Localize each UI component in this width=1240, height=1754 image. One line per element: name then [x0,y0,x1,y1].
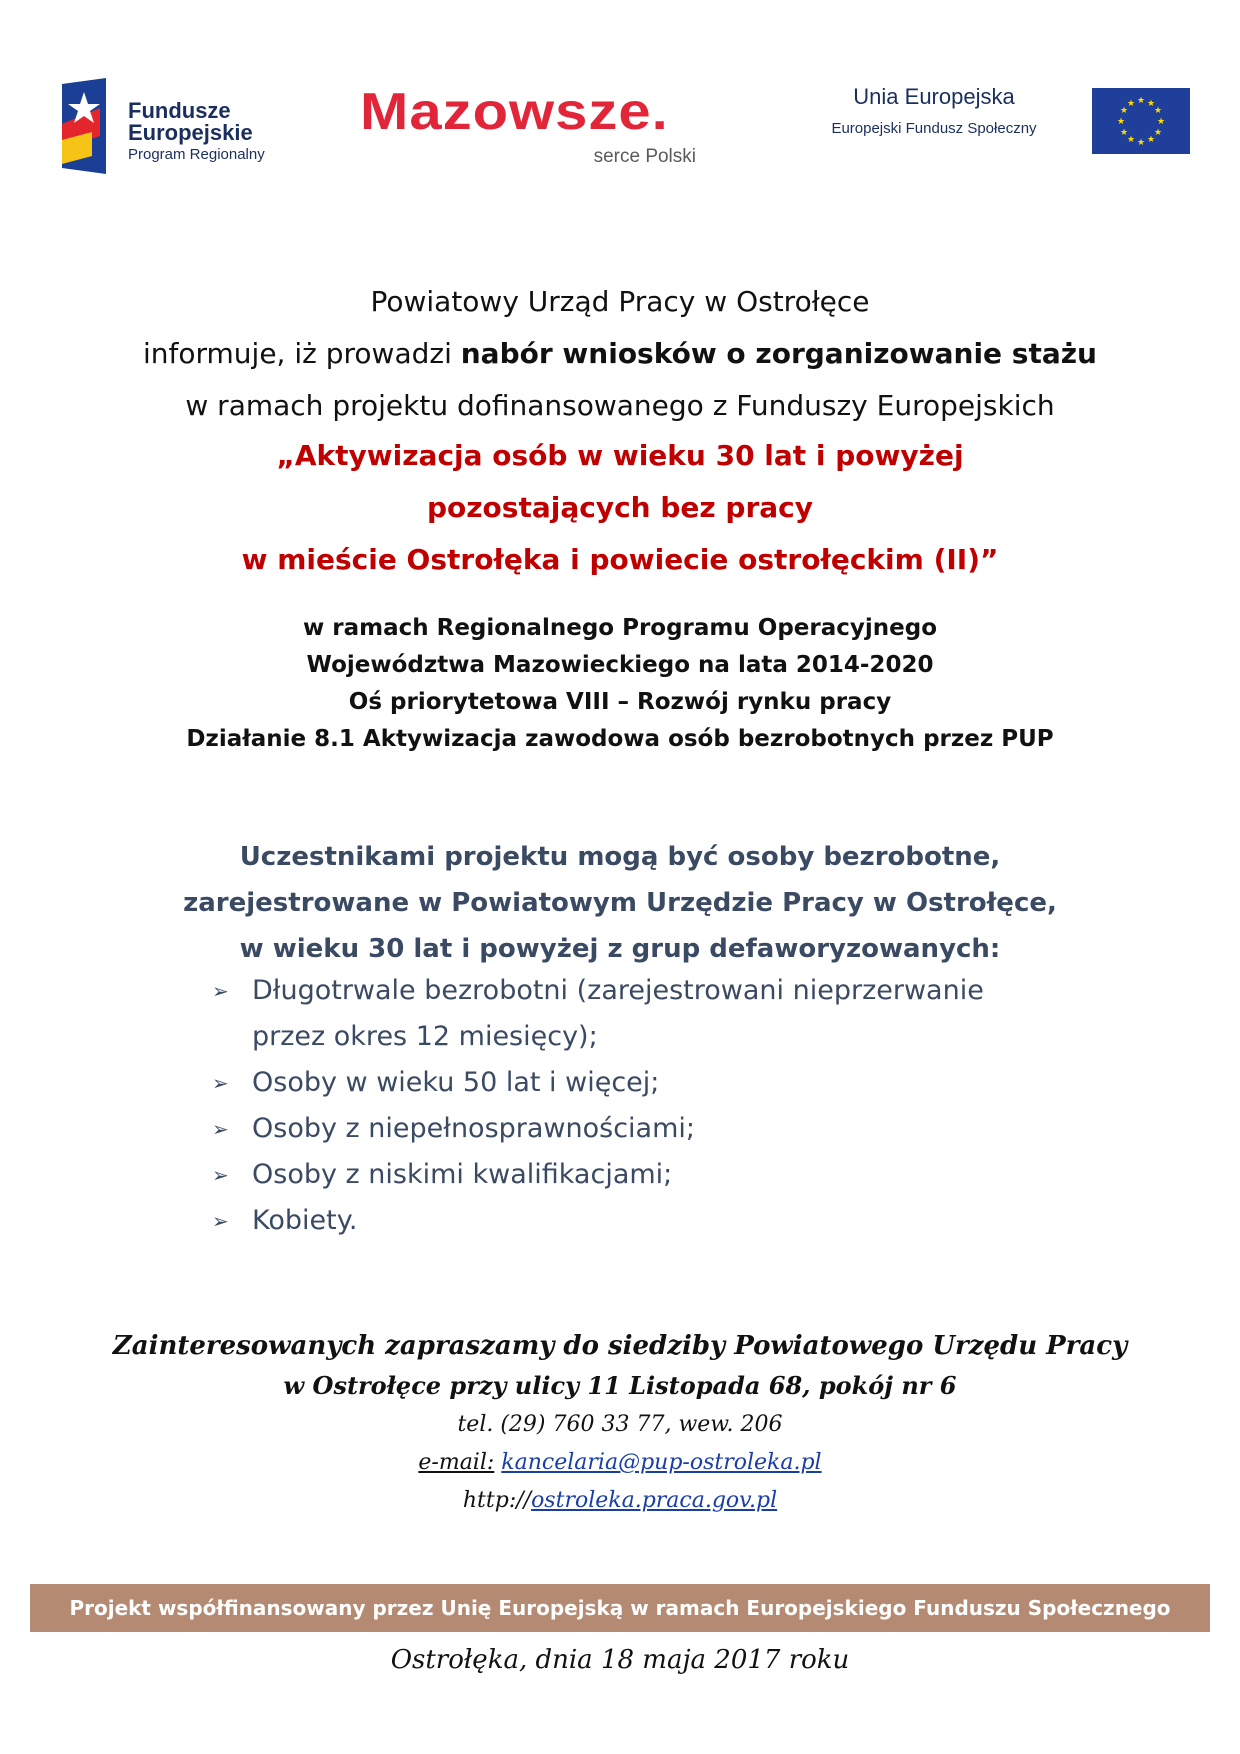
program-line1: w ramach Regionalnego Programu Operacyjnego [302,615,937,641]
participants-heading-line3: w wieku 30 lat i powyżej z grup defaworyzowanych: [239,934,1001,964]
eu-flag-icon [1092,88,1190,154]
phone-line: tel. (29) 760 33 77, wew. 206 [457,1412,783,1437]
address-line: w Ostrołęce przy ulicy 11 Listopada 68, pokój nr 6 [283,1371,957,1400]
svg-text:★: ★ [1156,117,1166,127]
program-block [0,610,1240,758]
project-title [0,430,1240,586]
fe-subtitle: Program Regionalny [128,146,265,163]
email-link[interactable]: kancelaria@pup-ostroleka.pl [501,1450,822,1475]
program-line4: Działanie 8.1 Aktywizacja zawodowa osób bezrobotnych przez PUP [186,726,1054,752]
participants-heading-line1: Uczestnikami projektu mogą być osoby bezrobotne, [239,842,1001,872]
svg-text:★: ★ [1119,106,1129,116]
project-title-line1: „Aktywizacja osób w wieku 30 lat i powyżej [276,439,964,472]
project-funding-line: w ramach projektu dofinansowanego z Funduszy Europejskich [185,389,1055,422]
fundusze-europejskie-logo [60,78,300,178]
list-item-text: Osoby z niskimi kwalifikacjami; [252,1159,673,1190]
cofinancing-band: Projekt współfinansowany przez Unię Europejską w ramach Europejskiego Funduszu Społecznego [30,1584,1210,1632]
program-line2: Województwa Mazowieckiego na lata 2014-2020 [306,652,934,678]
website-link[interactable]: ostroleka.praca.gov.pl [531,1488,778,1513]
ue-title: Unia Europejska [853,84,1015,109]
website-line [0,1482,1240,1520]
unia-europejska-logo [790,84,1180,164]
email-label: e-mail: [418,1450,495,1475]
recruitment-subject: nabór wniosków o zorganizowanie stażu [460,337,1097,370]
email-line [0,1444,1240,1482]
svg-text:★: ★ [1146,99,1156,109]
svg-text:★: ★ [1136,96,1146,106]
fe-title-line2: Europejskie [128,120,253,145]
list-item [212,968,1112,1014]
project-title-line3: w mieście Ostrołęka i powiecie ostrołęckim (II)” [241,543,999,576]
participants-heading-line2: zarejestrowane w Powiatowym Urzędzie Pracy w Ostrołęce, [183,888,1057,918]
list-item-text: Długotrwale bezrobotni (zarejestrowani nieprzerwanie [252,975,984,1006]
mazowsze-logo [360,70,730,180]
list-item-text: Osoby z niepełnosprawnościami; [252,1113,695,1144]
arrow-bullet-icon: ➢ [212,1117,229,1141]
list-item [212,1198,1112,1244]
office-name: Powiatowy Urząd Pracy w Ostrołęce [370,285,870,318]
invitation-line: Zainteresowanych zapraszamy do siedziby Powiatowego Urzędu Pracy [112,1331,1128,1361]
participant-groups-list [212,968,1112,1244]
arrow-bullet-icon: ➢ [212,1163,229,1187]
svg-text:★: ★ [1126,99,1136,109]
ue-subtitle: Europejski Fundusz Społeczny [831,120,1037,137]
fe-title-line1: Fundusze [128,98,231,123]
document-date: Ostrołęka, dnia 18 maja 2017 roku [390,1645,850,1675]
svg-text:★: ★ [1153,106,1163,116]
svg-text:★: ★ [1116,117,1126,127]
svg-text:★: ★ [1136,138,1146,148]
fundusze-europejskie-emblem-icon [60,78,120,174]
intro-block [0,276,1240,432]
website-prefix: http:// [462,1488,532,1513]
svg-text:★: ★ [1126,135,1136,145]
participants-heading [0,834,1240,972]
logos-bar [60,70,1180,190]
recruitment-announcement [0,328,1240,380]
arrow-bullet-icon: ➢ [212,1071,229,1095]
list-item-continuation [212,1014,1112,1060]
announcement-text: informuje, iż prowadzi [143,337,461,370]
list-item [212,1152,1112,1198]
mazowsze-wordmark: Mazowsze. [360,82,669,141]
list-item-text: Kobiety. [252,1205,358,1236]
list-item-text: przez okres 12 miesięcy); [252,1021,598,1052]
project-title-line2: pozostających bez pracy [426,491,814,524]
contact-block [0,1326,1240,1520]
svg-text:★: ★ [1119,128,1129,138]
arrow-bullet-icon: ➢ [212,1209,229,1233]
list-item-text: Osoby w wieku 50 lat i więcej; [252,1067,660,1098]
program-line3: Oś priorytetowa VIII – Rozwój rynku pracy [348,689,892,715]
svg-text:★: ★ [1146,135,1156,145]
mazowsze-tagline: serce Polski [593,146,696,167]
list-item [212,1106,1112,1152]
arrow-bullet-icon: ➢ [212,979,229,1003]
svg-text:★: ★ [1153,128,1163,138]
list-item [212,1060,1112,1106]
